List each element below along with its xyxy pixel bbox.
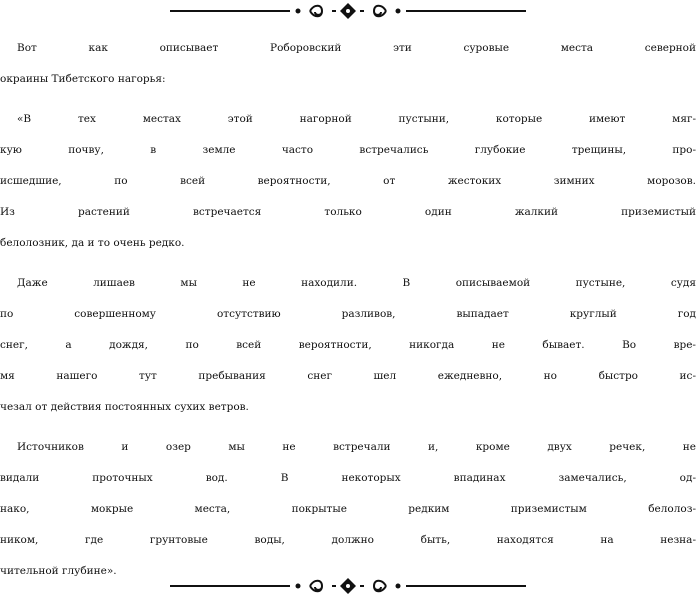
text-line: мя нашего тут пребывания снег шел ежедневно, но быстро ис- [0, 370, 696, 382]
text-line: чезал от действия постоянных сухих ветров. [0, 401, 249, 413]
ornament-flourish-icon [170, 576, 526, 596]
paragraph-quote-1 [0, 104, 696, 259]
paragraph-quote-3 [0, 432, 696, 587]
paragraph-quote-2 [0, 268, 696, 423]
text-line: «В тех местах этой нагорной пустыни, которые имеют мяг- [17, 113, 696, 125]
paragraph-intro [0, 33, 696, 95]
text-line: по совершенному отсутствию разливов, выпадает круглый год [0, 308, 696, 320]
text-line: видали проточных вод. В некоторых впадинах замечались, од- [0, 472, 696, 484]
text-line: нако, мокрые места, покрытые редким приземистым белолоз- [0, 503, 696, 515]
article-text [0, 33, 696, 587]
text-line: окраины Тибетского нагорья: [0, 73, 166, 85]
ornament-flourish-icon [170, 1, 526, 21]
text-line: чительной глубине». [0, 565, 117, 577]
top-ornament-divider [170, 1, 526, 21]
text-line: Вот как описывает Роборовский эти суровые места северной [17, 42, 696, 54]
text-line: исшедшие, по всей вероятности, от жестоких зимних морозов. [0, 175, 696, 187]
text-line: ником, где грунтовые воды, должно быть, находятся на незна- [0, 534, 696, 546]
text-line: Из растений встречается только один жалкий приземистый [0, 206, 696, 218]
text-line: Источников и озер мы не встречали и, кроме двух речек, не [17, 441, 696, 453]
text-line: кую почву, в земле часто встречались глубокие трещины, про- [0, 144, 696, 156]
bottom-ornament-divider [170, 576, 526, 596]
text-line: Даже лишаев мы не находили. В описываемой пустыне, судя [17, 277, 696, 289]
text-line: белолозник, да и то очень редко. [0, 237, 185, 249]
text-line: снег, а дождя, по всей вероятности, никогда не бывает. Во вре- [0, 339, 696, 351]
